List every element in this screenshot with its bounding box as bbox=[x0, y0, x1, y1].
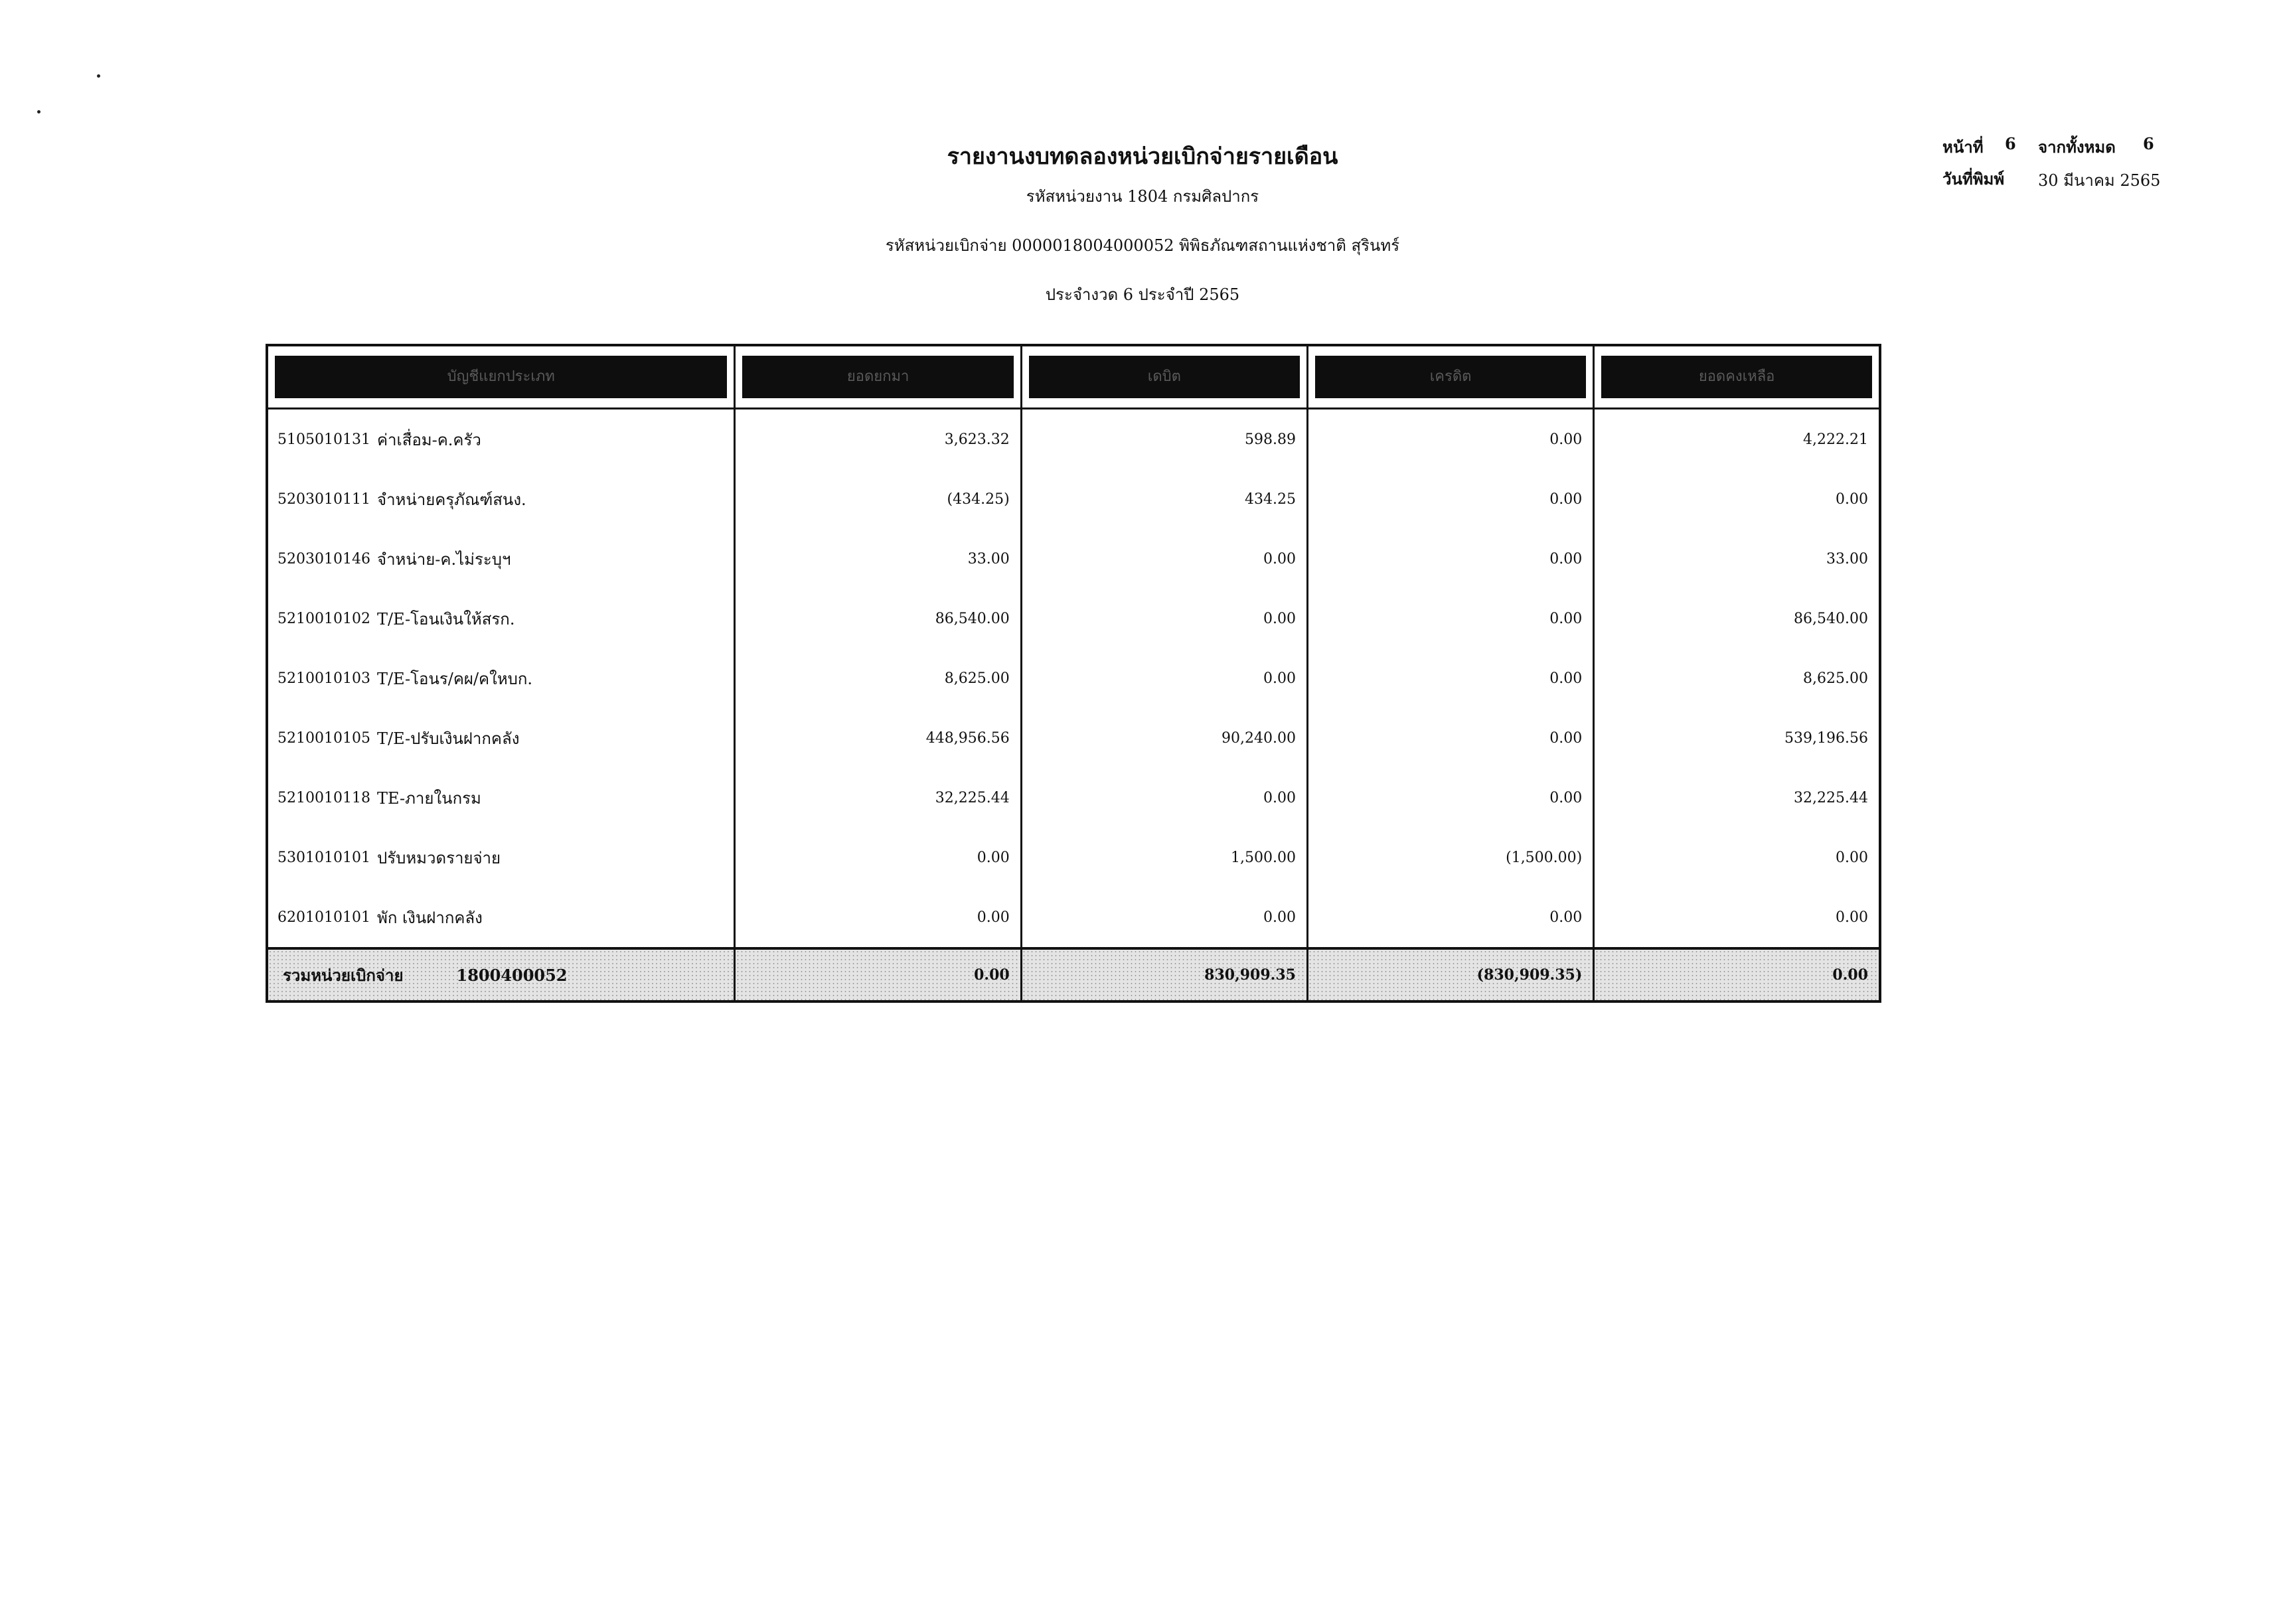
debit: 0.00 bbox=[1021, 589, 1307, 648]
table-row bbox=[267, 887, 1880, 948]
account-name: TE-ภายในกรม bbox=[377, 788, 481, 808]
table-row bbox=[267, 828, 1880, 887]
account-name: T/E-โอนร/คผ/คใหบก. bbox=[377, 669, 533, 688]
account-name: ค่าเสื่อม-ค.ครัว bbox=[377, 430, 481, 449]
credit: 0.00 bbox=[1307, 409, 1593, 470]
closing-balance: 0.00 bbox=[1594, 469, 1880, 529]
opening-balance: 0.00 bbox=[735, 887, 1021, 948]
debit: 1,500.00 bbox=[1021, 828, 1307, 887]
account-code: 5301010101 bbox=[277, 849, 370, 866]
closing-balance: 33.00 bbox=[1594, 529, 1880, 589]
closing-balance: 539,196.56 bbox=[1594, 708, 1880, 768]
closing-balance: 0.00 bbox=[1594, 887, 1880, 948]
opening-balance: 32,225.44 bbox=[735, 768, 1021, 828]
scan-speck bbox=[97, 74, 100, 78]
column-header-account: บัญชีแยกประเภท bbox=[267, 345, 735, 409]
account-code: 5105010131 bbox=[277, 431, 370, 448]
opening-balance: 86,540.00 bbox=[735, 589, 1021, 648]
debit: 598.89 bbox=[1021, 409, 1307, 470]
total-pages-label: จากทั้งหมด bbox=[2038, 137, 2116, 157]
opening-balance: 33.00 bbox=[735, 529, 1021, 589]
closing-balance: 0.00 bbox=[1594, 828, 1880, 887]
credit: 0.00 bbox=[1307, 589, 1593, 648]
scan-speck bbox=[37, 110, 40, 113]
total-debit: 830,909.35 bbox=[1021, 948, 1307, 1001]
debit: 0.00 bbox=[1021, 887, 1307, 948]
total-label: รวมหน่วยเบิกจ่าย bbox=[283, 965, 404, 985]
credit: (1,500.00) bbox=[1307, 828, 1593, 887]
table-row bbox=[267, 708, 1880, 768]
total-pages: 6 bbox=[2143, 134, 2154, 153]
opening-balance: (434.25) bbox=[735, 469, 1021, 529]
credit: 0.00 bbox=[1307, 469, 1593, 529]
account-code: 5210010103 bbox=[277, 670, 370, 687]
account-code: 5210010105 bbox=[277, 729, 370, 747]
credit: 0.00 bbox=[1307, 529, 1593, 589]
period-line: ประจำงวด 6 ประจำปี 2565 bbox=[1045, 285, 1240, 304]
debit: 434.25 bbox=[1021, 469, 1307, 529]
total-unit-code: 1800400052 bbox=[456, 965, 568, 985]
opening-balance: 448,956.56 bbox=[735, 708, 1021, 768]
debit: 0.00 bbox=[1021, 768, 1307, 828]
table-row bbox=[267, 409, 1880, 470]
closing-balance: 4,222.21 bbox=[1594, 409, 1880, 470]
page-label: หน้าที่ bbox=[1942, 137, 1984, 157]
credit: 0.00 bbox=[1307, 648, 1593, 708]
credit: 0.00 bbox=[1307, 768, 1593, 828]
credit: 0.00 bbox=[1307, 887, 1593, 948]
table-row bbox=[267, 768, 1880, 828]
total-credit: (830,909.35) bbox=[1307, 948, 1593, 1001]
column-header-debit: เดบิต bbox=[1021, 345, 1307, 409]
report-title: รายงานงบทดลองหน่วยเบิกจ่ายรายเดือน bbox=[947, 143, 1338, 170]
closing-balance: 32,225.44 bbox=[1594, 768, 1880, 828]
table-row bbox=[267, 648, 1880, 708]
opening-balance: 8,625.00 bbox=[735, 648, 1021, 708]
debit: 0.00 bbox=[1021, 648, 1307, 708]
total-opening-balance: 0.00 bbox=[735, 948, 1021, 1001]
closing-balance: 8,625.00 bbox=[1594, 648, 1880, 708]
table-header-row bbox=[267, 345, 1880, 409]
column-header-credit: เครดิต bbox=[1307, 345, 1593, 409]
account-name: พัก เงินฝากคลัง bbox=[377, 908, 483, 927]
opening-balance: 3,623.32 bbox=[735, 409, 1021, 470]
account-code: 5203010111 bbox=[277, 490, 370, 508]
table-row bbox=[267, 469, 1880, 529]
table-row bbox=[267, 589, 1880, 648]
account-name: จำหน่าย-ค.ไม่ระบุฯ bbox=[377, 550, 511, 569]
account-name: จำหน่ายครุภัณฑ์สนง. bbox=[377, 490, 526, 509]
account-code: 6201010101 bbox=[277, 909, 370, 926]
account-code: 5210010102 bbox=[277, 610, 370, 627]
account-name: T/E-ปรับเงินฝากคลัง bbox=[377, 729, 520, 748]
disbursement-unit-line: รหัสหน่วยเบิกจ่าย 0000018004000052 พิพิธภัณฑสถานแห่งชาติ สุรินทร์ bbox=[885, 236, 1400, 255]
credit: 0.00 bbox=[1307, 708, 1593, 768]
account-code: 5210010118 bbox=[277, 789, 370, 806]
column-header-balance: ยอดคงเหลือ bbox=[1594, 345, 1880, 409]
account-code: 5203010146 bbox=[277, 550, 370, 567]
closing-balance: 86,540.00 bbox=[1594, 589, 1880, 648]
total-closing-balance: 0.00 bbox=[1594, 948, 1880, 1001]
agency-line: รหัสหน่วยงาน 1804 กรมศิลปากร bbox=[1026, 187, 1259, 206]
print-date-label: วันที่พิมพ์ bbox=[1942, 169, 2005, 188]
table-row bbox=[267, 529, 1880, 589]
debit: 90,240.00 bbox=[1021, 708, 1307, 768]
print-date: 30 มีนาคม 2565 bbox=[2038, 171, 2161, 190]
column-header-opening: ยอดยกมา bbox=[735, 345, 1021, 409]
total-row bbox=[267, 948, 1880, 1001]
page-number: 6 bbox=[2005, 134, 2016, 153]
account-name: T/E-โอนเงินให้สรก. bbox=[377, 609, 515, 628]
debit: 0.00 bbox=[1021, 529, 1307, 589]
account-name: ปรับหมวดรายจ่าย bbox=[377, 848, 501, 867]
opening-balance: 0.00 bbox=[735, 828, 1021, 887]
trial-balance-table bbox=[266, 344, 1881, 1003]
